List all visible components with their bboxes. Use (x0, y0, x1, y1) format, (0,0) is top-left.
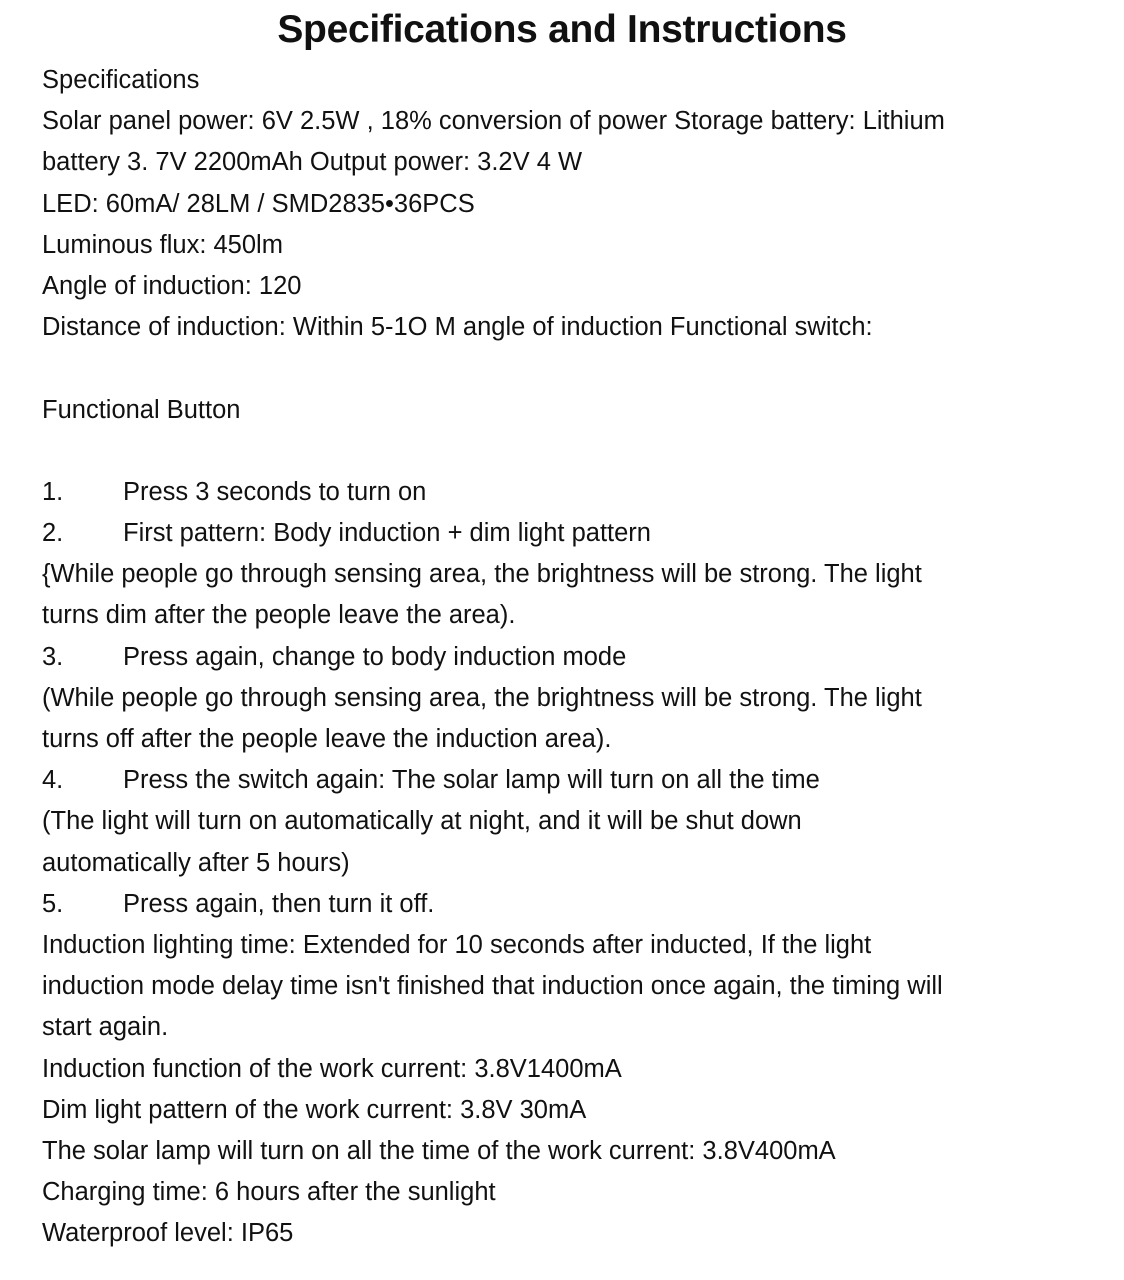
step-text: Press again, change to body induction mode (123, 642, 627, 671)
step-note: turns dim after the people leave the area). (42, 601, 516, 630)
step-note: automatically after 5 hours) (42, 848, 350, 877)
footer-line: start again. (42, 1013, 169, 1042)
spec-line: Distance of induction: Within 5-1O M angle of induction Functional switch: (42, 313, 873, 342)
spec-line: LED: 60mA/ 28LM / SMD2835•36PCS (42, 189, 475, 218)
step-note: {While people go through sensing area, the brightness will be strong. The light (42, 560, 922, 589)
step-number: 3. (42, 642, 64, 671)
page-title: Specifications and Instructions (277, 8, 847, 51)
footer-line: Charging time: 6 hours after the sunlight (42, 1178, 496, 1207)
step-text: Press again, then turn it off. (123, 889, 435, 918)
step-number: 1. (42, 477, 64, 506)
footer-line: induction mode delay time isn't finished that induction once again, the timing will (42, 972, 943, 1001)
specifications-heading: Specifications (42, 66, 200, 94)
spec-line: Luminous flux: 450lm (42, 230, 283, 259)
step-text: First pattern: Body induction + dim light pattern (123, 519, 651, 548)
step-number: 5. (42, 889, 64, 918)
spacer (42, 431, 1092, 472)
spec-line: Angle of induction: 120 (42, 271, 302, 300)
step-note: turns off after the people leave the induction area). (42, 725, 612, 753)
footer-line: Waterproof level: IP65 (42, 1219, 294, 1248)
footer-line: Induction lighting time: Extended for 10 seconds after inducted, If the light (42, 930, 872, 959)
footer-line: Induction function of the work current: 3.8V1400mA (42, 1054, 622, 1083)
footer-line: Dim light pattern of the work current: 3.8V 30mA (42, 1095, 587, 1124)
spacer (42, 348, 1092, 389)
step-note: (The light will turn on automatically at night, and it will be shut down (42, 807, 802, 836)
step-item (42, 513, 1092, 554)
step-item (42, 760, 1092, 801)
footer-line: The solar lamp will turn on all the time of the work current: 3.8V400mA (42, 1136, 836, 1165)
step-item (42, 637, 1092, 678)
step-note: (While people go through sensing area, the brightness will be strong. The light (42, 683, 922, 712)
document-body (42, 60, 1092, 1254)
step-item (42, 472, 1092, 513)
step-text: Press 3 seconds to turn on (123, 477, 427, 506)
step-text: Press the switch again: The solar lamp will turn on all the time (123, 766, 820, 795)
step-number: 2. (42, 519, 64, 548)
spec-line: battery 3. 7V 2200mAh Output power: 3.2V 4 W (42, 148, 583, 177)
step-number: 4. (42, 766, 64, 795)
spec-line: Solar panel power: 6V 2.5W , 18% conversion of power Storage battery: Lithium (42, 107, 945, 136)
functional-button-heading: Functional Button (42, 395, 241, 424)
step-item (42, 884, 1092, 925)
